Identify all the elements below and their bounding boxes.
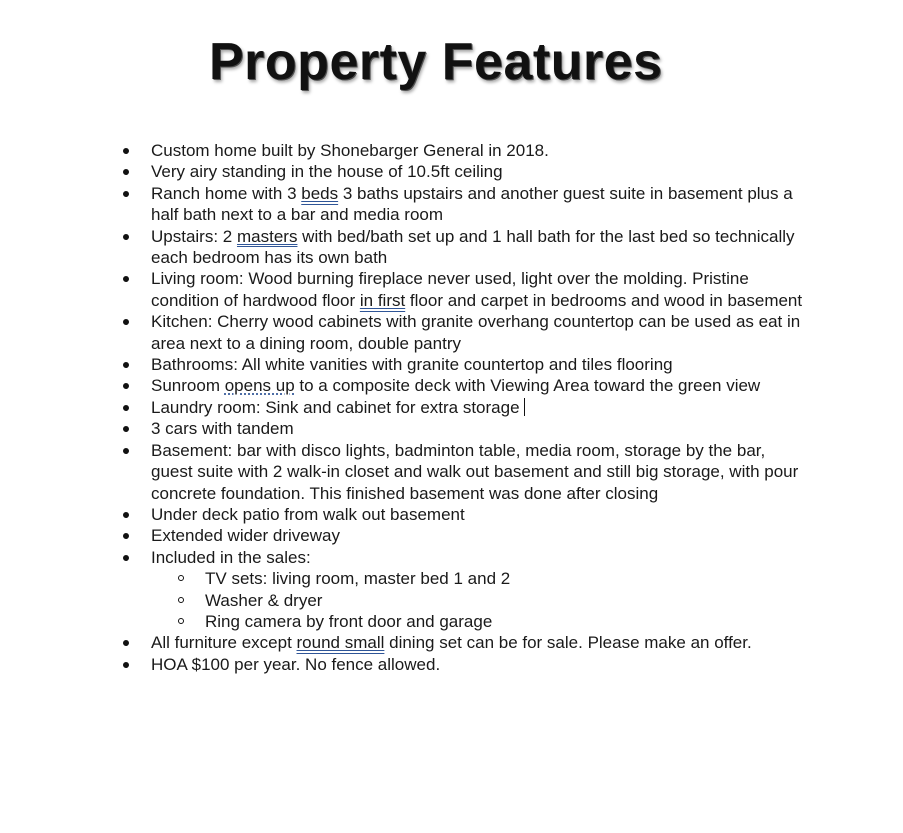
item-text-post: floor and carpet in bedrooms and wood in basement [405,290,803,310]
list-item [151,397,811,418]
sub-item-text: TV sets: living room, master bed 1 and 2 [205,569,511,589]
grammar-flagged-text[interactable]: opens up [224,376,295,396]
item-text-post: with bed/bath set up and 1 hall bath for the last bed so technically each bedroom has its own bath [151,226,795,268]
item-text: Bathrooms: All white vanities with granite countertop and tiles flooring [151,355,673,375]
item-text: Under deck patio from walk out basement [151,504,465,524]
included-items-sublist [151,568,811,632]
grammar-flagged-text[interactable]: round small [296,633,385,653]
sub-item-text: Ring camera by front door and garage [205,611,493,631]
item-text: Included in the sales: [151,547,311,567]
list-item [151,418,811,439]
item-text-pre: All furniture except [151,633,297,653]
document-title: Property Features [209,33,663,91]
list-item [151,183,811,226]
item-text: Basement: bar with disco lights, badminton table, media room, storage by the bar, guest suite with 2 walk-in closet and walk out basement and still big storage, with pour concrete foundation. This finished basement was done after closing [151,440,799,503]
item-text: 3 cars with tandem [151,419,294,439]
hollow-bullet-icon [178,618,184,624]
list-item [151,547,811,633]
sub-list-item [205,568,811,589]
item-text-post: to a composite deck with Viewing Area toward the green view [294,376,761,396]
list-item [151,440,811,504]
grammar-flagged-text[interactable]: in first [359,290,406,310]
list-item [151,140,811,161]
item-text: Laundry room: Sink and cabinet for extra storage [151,397,520,417]
list-item [151,161,811,182]
hollow-bullet-icon [178,575,184,581]
list-item [151,504,811,525]
item-text-post: dining set can be for sale. Please make an offer. [384,633,752,653]
list-item [151,375,811,396]
item-text-post: 3 baths upstairs and another guest suite in basement plus a half bath next to a bar and media room [151,183,793,225]
sub-list-item [205,611,811,632]
list-item [151,354,811,375]
list-item [151,268,811,311]
list-item [151,226,811,269]
list-item [151,525,811,546]
item-text: HOA $100 per year. No fence allowed. [151,654,441,674]
list-item [151,311,811,354]
item-text: Custom home built by Shonebarger General in 2018. [151,141,549,160]
sub-list-item [205,590,811,611]
sub-item-text: Washer & dryer [205,590,323,610]
list-item [151,632,811,653]
item-text-pre: Living room: Wood burning fireplace never used, light over the molding. Pristine condition of hardwood floor [151,269,749,310]
hollow-bullet-icon [178,597,184,603]
item-text-pre: Upstairs: 2 [151,226,237,246]
item-text-pre: Sunroom [151,376,225,396]
item-text: Very airy standing in the house of 10.5ft ceiling [151,162,503,182]
grammar-flagged-text[interactable]: masters [236,226,298,246]
text-cursor [524,398,525,416]
grammar-flagged-text[interactable]: beds [301,183,339,203]
item-text-pre: Ranch home with 3 [151,183,302,203]
item-text: Extended wider driveway [151,526,340,546]
item-text: Kitchen: Cherry wood cabinets with granite overhang countertop can be used as eat in area next to a dining room, double pantry [151,312,801,353]
list-item [151,654,811,675]
features-list [151,140,811,675]
